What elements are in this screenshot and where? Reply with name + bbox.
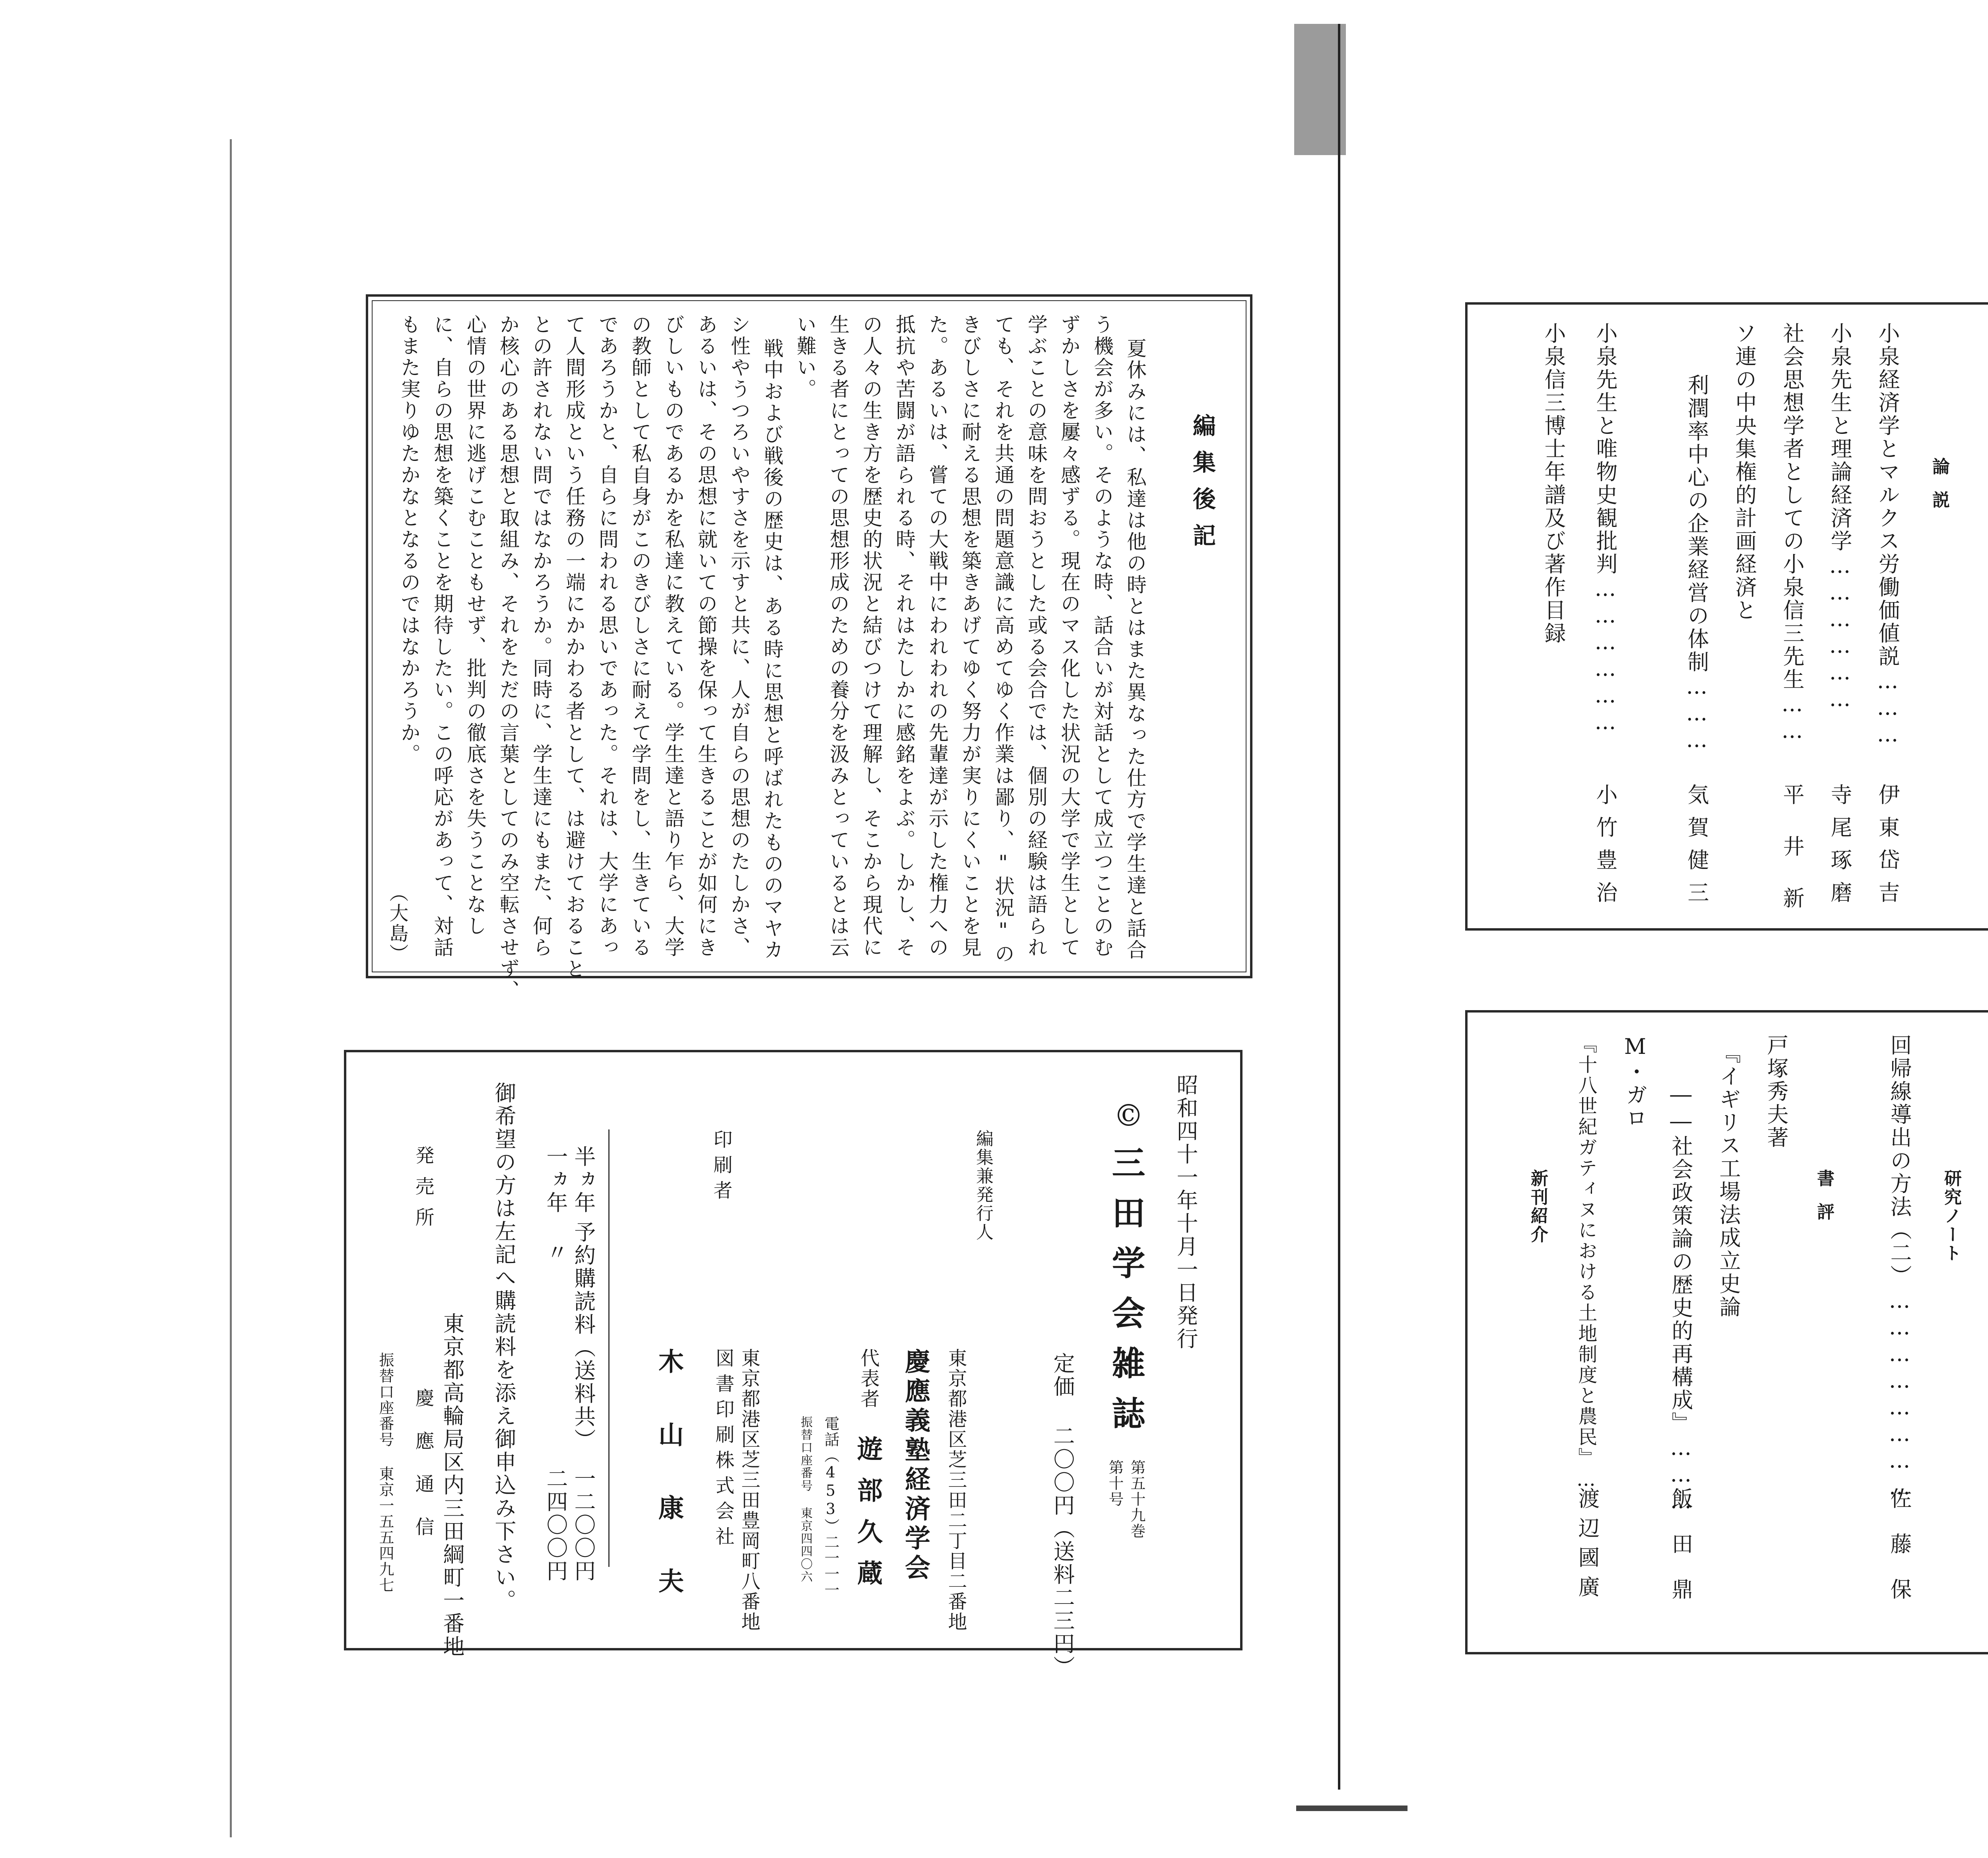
editorial-line: 戦中および戦後の歴史は、ある時に思想と呼ばれたもののマヤカ [761,338,784,961]
next-item4-title: 社会思想学者としての小泉信三先生…… [1780,322,1805,744]
prev-item6-author: 渡辺國廣 [1575,1487,1600,1605]
editorial-line: た。あるいは、嘗ての大戦中にわれわれの先輩達が示した権力への [926,314,949,958]
editorial-line: の人々の生き方を歴史的状況と結びつけて理解し、そこから現代に [860,314,883,958]
prev-item4-title: 回帰線導出の方法（二）…………………… [1887,1034,1912,1501]
prev-section-shohyo: 書評 [1814,1169,1834,1236]
printer-role: 印刷者 [710,1129,732,1206]
editorial-line: びしいものであるかを私達に教えている。学生達と語り乍ら、大学 [662,314,685,958]
colophon-divider [608,1129,610,1567]
editorial-line: との許されない問ではなかろうか。同時に、学生達にもまた、何ら [530,314,553,958]
editorial-line: 抵抗や苦闘が語られる時、それはたしかに感銘をよぶ。しかし、そ [893,314,916,958]
editorial-line: ても、それを共通の問題意識に高めてゆく作業は鄙り、"状況"の [992,314,1015,965]
journal-volume: 第五十九巻 [1128,1460,1145,1539]
prev-section-kenkyu: 研究ノート [1941,1169,1961,1263]
next-item6-title: 小泉先生と唯物史観批判……………… [1593,322,1618,736]
next-item5-title-b: 利潤率中心の企業経営の体制……… [1684,374,1709,754]
next-item4-author: 平井新 [1780,783,1805,939]
next-item5-title-a: ソ連の中央集権的計画経済と [1732,322,1757,622]
prev-item5-title-c: ――社会政策論の歴史的再構成』……… [1668,1082,1693,1515]
editorial-line: 生きる者にとっての思想形成のための養分を汲みとっているとは云 [827,314,850,958]
colophon-issued: 昭和四十一年十月一日発行 [1173,1074,1198,1351]
next-item7-title: 小泉信三博士年譜及び著作目録 [1541,322,1566,645]
next-item2-author: 伊東岱吉 [1875,783,1900,914]
editor-furikae: 振替口座番号 東京四四〇六 [798,1416,812,1583]
next-item2-title: 小泉経済学とマルクス労働価値説……… [1875,322,1900,748]
subscription-year-price: 二四〇〇円 [543,1467,568,1583]
scan-mark-bottom [1296,1806,1408,1811]
representative-label: 代表者 [857,1348,879,1409]
editor-phone: 電話（453）二一一一 [822,1416,839,1598]
representative-name: 遊部久蔵 [853,1436,883,1601]
editorial-line: の教師として私自身がこのきびしさに耐えて学問をし、生きている [629,314,652,958]
editorial-line: シ性やうつろいやすさを示すと共に、人が自らの思想のたしかさ、 [728,314,751,958]
next-section-ronsetsu: 論説 [1929,457,1949,524]
prev-item5-author: 飯田鼎 [1668,1487,1693,1623]
seller-address: 東京都高輪局区内三田綱町一番地 [440,1312,465,1658]
editorial-line: に、自らの思想を築くことを期待したい。この呼応があって、対話 [431,314,454,958]
journal-title: 三田学会雑誌 [1107,1145,1146,1446]
editorial-line: もまた実りゆたかなとなるのではなかろうか。 [398,314,421,765]
copyright-symbol: © [1111,1098,1146,1133]
page-edge-left [230,139,232,1837]
next-item3-title: 小泉先生と理論経済学……………… [1827,322,1852,713]
printer-company: 図書印刷株式会社 [712,1348,734,1552]
seller-name: 慶應通信 [412,1388,434,1560]
journal-price: 定価 二〇〇円（送料二三円） [1050,1352,1075,1679]
editor-address: 東京都港区芝三田二丁目二番地 [945,1348,967,1632]
center-fold-line [1338,24,1340,1790]
editor-role: 編集兼発行人 [973,1129,993,1242]
prev-item5-title-b: 『イギリス工場法成立史論 [1716,1042,1741,1319]
prev-item5-title-a: 戸塚秀夫著 [1764,1034,1789,1149]
prev-item4-author: 佐藤保 [1887,1487,1912,1623]
seller-furikae: 振替口座番号 東京一五五四九七 [377,1352,394,1593]
editorial-line: ずかしさを屢々感ずる。現在のマス化した状況の大学で学生として [1058,314,1081,958]
journal-number: 第十号 [1106,1460,1124,1507]
editorial-line: であろうかと、自らに問われる思いであった。それは、大学にあっ [596,314,619,958]
editorial-line: か核心のある思想と取組み、それをただの言葉としてのみ空転させず、 [497,314,520,1001]
editorial-line: う機会が多い。そのような時、話合いが対話として成立つことのむ [1091,314,1114,958]
editorial-line: い難い。 [794,314,817,400]
editorial-line: あるいは、その思想に就いての節操を保って生きることが如何にき [695,314,718,958]
subscription-year-label: 一ヵ年 〃 [543,1145,568,1264]
editorial-line: 学ぶことの意味を問おうとした或る会合では、個別の経験は語られ [1025,314,1048,958]
next-item5-author: 気賀健三 [1684,783,1709,914]
editorial-line: 心情の世界に逃げこむこともせず、批判の徹底さを失うことなし [464,314,487,937]
subscription-note: 御希望の方は左記へ購読料を添え御申込み下さい。 [491,1082,516,1612]
subscription-half-price: 一二〇〇円 [571,1467,596,1583]
subscription-half-label: 半ヵ年 [571,1145,596,1215]
prev-item6-title-b: 『十八世紀ガティヌにおける土地制度と農民』… [1575,1034,1597,1492]
next-item3-author: 寺尾琢磨 [1827,783,1852,914]
editorial-line: て人間形成という任務の一端にかかわる者として、は避けておること [563,314,586,980]
editorial-line: 夏休みには、私達は他の時とはまた異なった仕方で学生達と話合 [1124,338,1147,961]
editorial-heading: 編集後記 [1189,414,1216,560]
printer-name: 木山康夫 [654,1348,684,1641]
prev-section-shinkan: 新刊紹介 [1528,1169,1548,1244]
editor-org: 慶應義塾経済学会 [901,1348,930,1584]
prev-item6-title-a: M・ガロ [1623,1034,1648,1130]
subscription-title: 予約購読料（送料共） [571,1221,596,1452]
editorial-line: きびしさに耐える思想を築きあげてゆく努力が実りにくいことを見 [959,314,982,958]
seller-label: 発売所 [412,1145,434,1238]
next-item6-author: 小竹豊治 [1593,783,1618,914]
printer-address: 東京都港区芝三田豊岡町八番地 [738,1348,760,1632]
editorial-signature: （大島） [386,883,408,964]
